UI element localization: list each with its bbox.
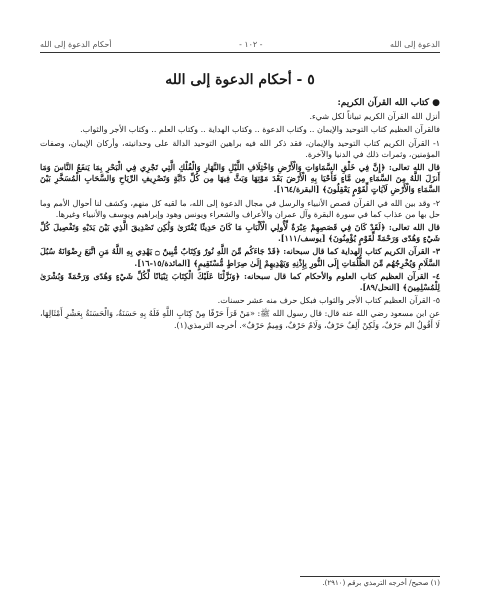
header-right-text: الدعوة إلى الله <box>390 40 440 49</box>
hadith-paragraph: عن ابن مسعود رضي الله عنه قال: قال رسول الله ﷺ: «مَنْ قَرَأَ حَرْفًا مِنْ كِتَابِ اللَّهِ فَلَهُ بِهِ حَسَنَةٌ، وَالْحَسَنَةُ بِعَشْرِ أَمْثَالِهَا، لَا أَقُولُ الم حَرْفٌ، وَلَكِنْ أَلِفٌ حَرْفٌ، وَلَامٌ حَرْفٌ، وَمِيمٌ حَرْفٌ». أخرجه الترمذي(١). <box>40 309 440 330</box>
paragraph: فالقرآن العظيم كتاب التوحيد والإيمان .. وكتاب الدعوة .. وكتاب الهداية .. وكتاب العلم .. وكتاب الأجر والثواب. <box>80 125 440 135</box>
page-number: - ١٠٢ - <box>239 40 263 49</box>
quran-verse-paragraph: قال الله تعالى: ﴿لَقَدْ كَانَ فِي قَصَصِهِمْ عِبْرَةٌ لِّأُولِي الْأَلْبَابِ مَا كَانَ حَدِيثًا يُفْتَرَىٰ وَلَٰكِن تَصْدِيقَ الَّذِي بَيْنَ يَدَيْهِ وَتَفْصِيلَ كُلِّ شَيْءٍ وَهُدًى وَرَحْمَةً لِّقَوْمٍ يُؤْمِنُونَ﴾ [يوسف/١١١]. <box>40 222 440 244</box>
paragraph: ١- القرآن الكريم كتاب التوحيد والإيمان، فقد ذكر الله فيه براهين التوحيد الدالة على وحدانيته، وأركان الإيمان، وصفات المؤمنين، وثمرات ذلك في الدنيا والآخرة. <box>40 138 440 159</box>
paragraph: أنزل الله القرآن الكريم تبياناً لكل شيء. <box>309 112 440 122</box>
body-text <box>40 98 440 333</box>
footnote-divider <box>300 576 440 577</box>
running-header <box>40 40 440 53</box>
paragraph: ٢- وقد بين الله في القرآن قصص الأنبياء والرسل في مجال الدعوة إلى الله، ما لقيه كل منهم، وكشف لنا أحوال الأمم وما حل بها من عذاب كما في سورة البقرة وآل عمران والأعراف والشعراء ويونس وهود وإبراهيم ويوسف والأنبياء وغيرها. <box>40 198 440 219</box>
quran-verse-paragraph: قال الله تعالى: ﴿إِنَّ فِي خَلْقِ السَّمَاوَاتِ وَالْأَرْضِ وَاخْتِلَافِ اللَّيْلِ وَالنَّهَارِ وَالْفُلْكِ الَّتِي تَجْرِي فِي الْبَحْرِ بِمَا يَنفَعُ النَّاسَ وَمَا أَنزَلَ اللَّهُ مِنَ السَّمَاءِ مِن مَّاءٍ فَأَحْيَا بِهِ الْأَرْضَ بَعْدَ مَوْتِهَا وَبَثَّ فِيهَا مِن كُلِّ دَابَّةٍ وَتَصْرِيفِ الرِّيَاحِ وَالسَّحَابِ الْمُسَخَّرِ بَيْنَ السَّمَاءِ وَالْأَرْضِ لَآيَاتٍ لِّقَوْمٍ يَعْقِلُونَ﴾ [البقرة/١٦٤]. <box>40 162 440 195</box>
chapter-title: ٥ - أحكام الدعوة إلى الله <box>165 72 315 88</box>
header-left-text: أحكام الدعوة إلى الله <box>40 40 112 49</box>
paragraph: ٥- القرآن العظيم كتاب الأجر والثواب فبكل حرف منه عشر حسنات. <box>217 296 440 306</box>
footnote: (١) صحيح/ أخرجه الترمذي برقم (٢٩١٠). <box>322 579 440 587</box>
section-heading: ● كتاب الله القرآن الكريم: <box>337 98 440 108</box>
quran-verse-paragraph: ٣- القرآن الكريم كتاب الهداية كما قال سبحانه: ﴿قَدْ جَاءَكُم مِّنَ اللَّهِ نُورٌ وَكِتَابٌ مُّبِينٌ ۝ يَهْدِي بِهِ اللَّهُ مَنِ اتَّبَعَ رِضْوَانَهُ سُبُلَ السَّلَامِ وَيُخْرِجُهُم مِّنَ الظُّلُمَاتِ إِلَى النُّورِ بِإِذْنِهِ وَيَهْدِيهِمْ إِلَىٰ صِرَاطٍ مُّسْتَقِيمٍ﴾ [المائدة/١٥-١٦]. <box>40 246 440 268</box>
quran-verse-paragraph: ٤- القرآن العظيم كتاب العلوم والأحكام كما قال سبحانه: ﴿وَنَزَّلْنَا عَلَيْكَ الْكِتَابَ تِبْيَانًا لِّكُلِّ شَيْءٍ وَهُدًى وَرَحْمَةً وَبُشْرَىٰ لِلْمُسْلِمِينَ﴾ [النحل/٨٩]. <box>40 270 440 293</box>
